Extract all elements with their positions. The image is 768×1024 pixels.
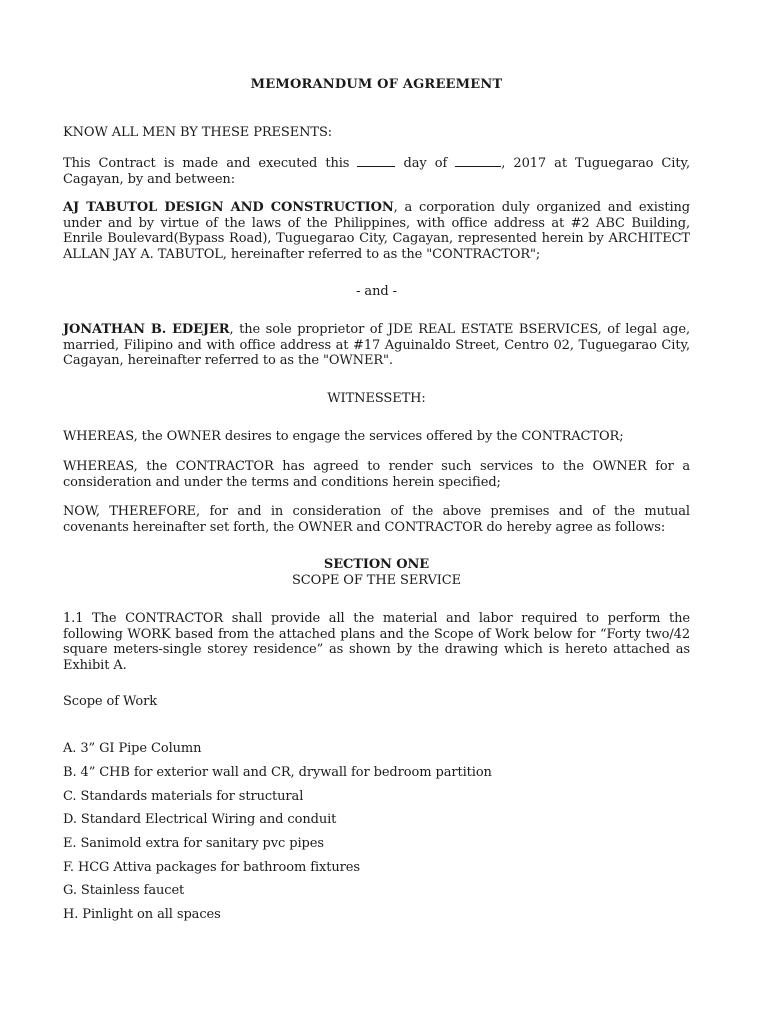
whereas-paragraph-2: WHEREAS, the CONTRACTOR has agreed to render such services to the OWNER for a consideration and under the terms and conditions herein specified; (63, 459, 690, 490)
date-month-blank (455, 155, 501, 167)
list-item: G. Stainless faucet (63, 883, 185, 898)
date-day-blank (357, 155, 395, 167)
intro-text-2: day of (395, 156, 456, 171)
section-subtitle: SCOPE OF THE SERVICE (292, 573, 461, 588)
witnesseth-heading: WITNESSETH: (327, 391, 426, 406)
list-item: B. 4” CHB for exterior wall and CR, drywall for bedroom partition (63, 765, 492, 780)
list-item: A. 3” GI Pipe Column (63, 741, 202, 756)
intro-paragraph (63, 155, 690, 187)
scope-of-work-heading: Scope of Work (63, 694, 158, 709)
opening-line: KNOW ALL MEN BY THESE PRESENTS: (63, 125, 333, 140)
intro-text-1: This Contract is made and executed this (63, 156, 358, 171)
intro-text-3: , 2017 at Tuguegarao City, Cagayan, by and between: (63, 156, 691, 187)
list-item: C. Standards materials for structural (63, 789, 304, 804)
and-separator: - and - (356, 284, 397, 299)
list-item: H. Pinlight on all spaces (63, 907, 221, 922)
owner-description: , the sole proprietor of JDE REAL ESTATE BSERVICES, of legal age, married, Filipino and with office address at #17 Aguinaldo Street, Centro 02, Tuguegarao City, Cagayan, hereinafter referred to as the "OWNER". (63, 322, 690, 368)
whereas-paragraph-1: WHEREAS, the OWNER desires to engage the services offered by the CONTRACTOR; (63, 429, 624, 444)
list-item: D. Standard Electrical Wiring and conduit (63, 812, 337, 827)
contractor-description: , a corporation duly organized and existing under and by virtue of the laws of the Philippines, with office address at #2 ABC Building, Enrile Boulevard(Bypass Road), Tuguegarao City, Cagayan, represented herein by ARCHITECT ALLAN JAY A. TABUTOL, hereinafter referred to as the "CONTRACTOR"; (63, 200, 690, 262)
now-therefore-paragraph: NOW, THEREFORE, for and in consideration of the above premises and of the mutual covenants hereinafter set forth, the OWNER and CONTRACTOR do hereby agree as follows: (63, 504, 690, 535)
list-item: F. HCG Attiva packages for bathroom fixtures (63, 860, 360, 875)
clause-1-1: 1.1 The CONTRACTOR shall provide all the material and labor required to perform the following WORK based from the attached plans and the Scope of Work below for “Forty two/42 square meters-single storey residence” as shown by the drawing which is hereto attached as Exhibit A. (63, 611, 690, 673)
list-item: E. Sanimold extra for sanitary pvc pipes (63, 836, 324, 851)
contractor-name: AJ TABUTOL DESIGN AND CONSTRUCTION (63, 200, 394, 215)
party-owner-paragraph (63, 322, 690, 369)
section-title: SECTION ONE (323, 557, 430, 572)
document-title: MEMORANDUM OF AGREEMENT (250, 77, 503, 92)
owner-name: JONATHAN B. EDEJER (63, 322, 230, 337)
party-contractor-paragraph (63, 200, 690, 262)
